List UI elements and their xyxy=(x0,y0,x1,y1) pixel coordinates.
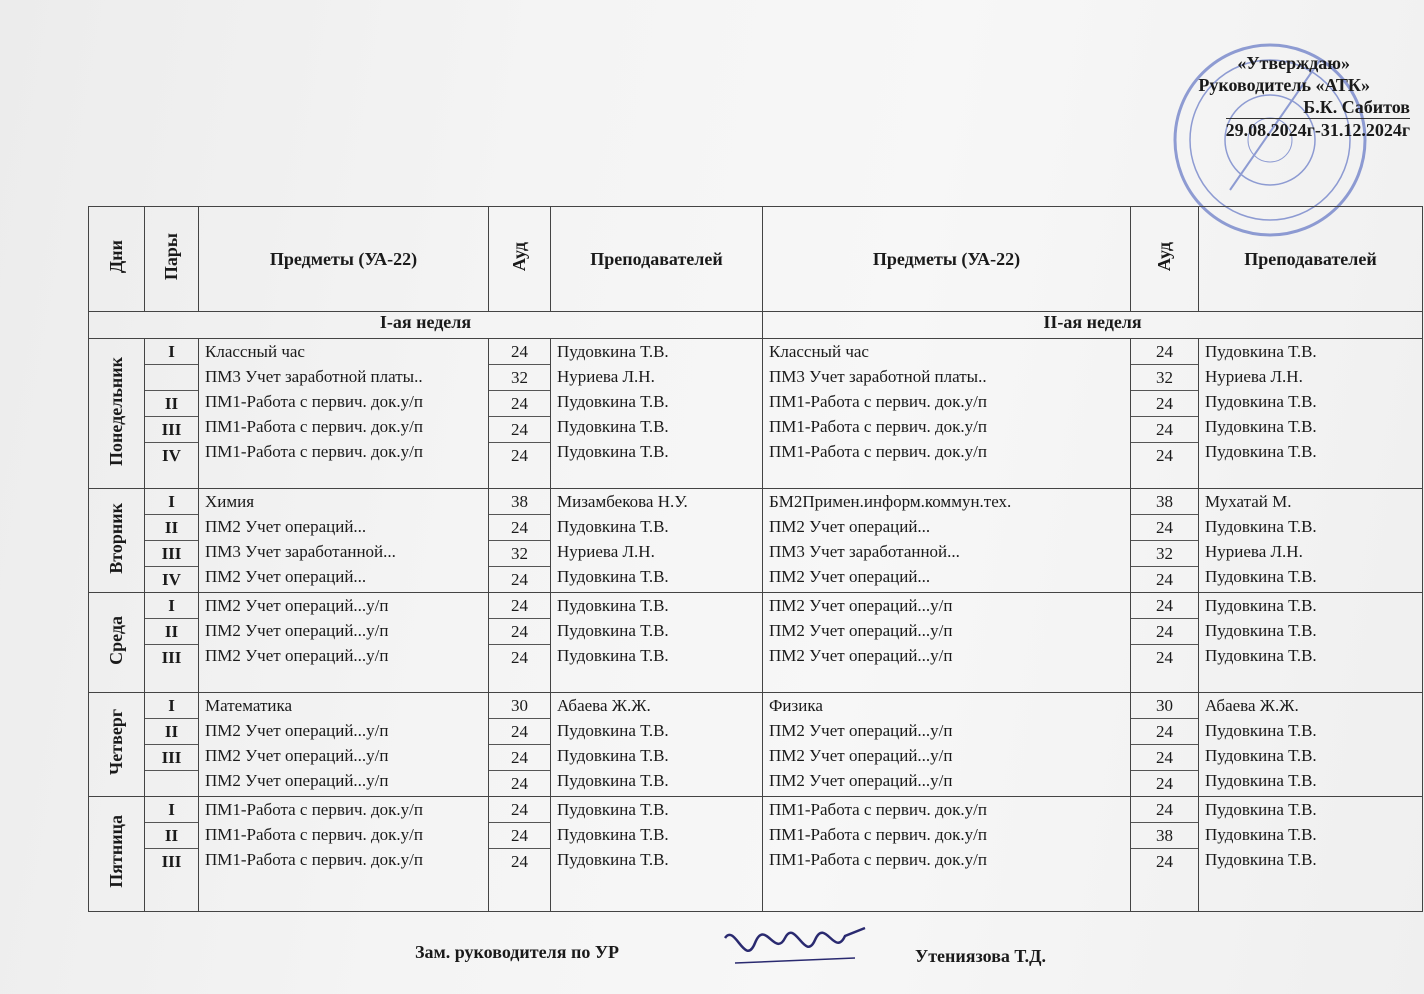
teacher: Нуриева Л.Н. xyxy=(557,542,655,561)
subject: ПМ2 Учет операций...у/п xyxy=(205,721,389,740)
subjects-cell-w1 xyxy=(199,797,489,912)
room-number: 24 xyxy=(489,797,550,823)
subject: ПМ1-Работа с первич. док.у/п xyxy=(205,392,424,411)
room-number: 32 xyxy=(1131,365,1198,391)
teacher: Пудовкина Т.В. xyxy=(1205,342,1317,361)
aud-cell-w1 xyxy=(489,593,551,693)
aud-cell-w1 xyxy=(489,797,551,912)
footer-position: Зам. руководителя по УР xyxy=(415,942,620,962)
subjects-cell-w2 xyxy=(763,339,1131,489)
approval-block xyxy=(1130,52,1410,141)
aud-cell-w1 xyxy=(489,339,551,489)
room-number: 24 xyxy=(1131,417,1198,443)
room-number: 24 xyxy=(489,417,550,443)
teacher: Мухатай М. xyxy=(1205,492,1292,511)
room-number: 24 xyxy=(489,339,550,365)
subject: ПМ1-Работа с первич. док.у/п xyxy=(205,825,424,844)
teacher: Пудовкина Т.В. xyxy=(557,517,669,536)
teacher: Абаева Ж.Ж. xyxy=(557,696,651,715)
subjects-cell-w1 xyxy=(199,693,489,797)
subject: ПМ1-Работа с первич. док.у/п xyxy=(205,442,424,461)
teacher: Пудовкина Т.В. xyxy=(1205,850,1317,869)
subject: ПМ3 Учет заработной платы.. xyxy=(769,367,987,386)
pair-number: II xyxy=(145,515,198,541)
subject: ПМ1-Работа с первич. док.у/п xyxy=(769,825,988,844)
subjects-cell-w1 xyxy=(199,489,489,593)
teacher: Пудовкина Т.В. xyxy=(1205,442,1317,461)
teacher: Пудовкина Т.В. xyxy=(557,392,669,411)
pair-number: IV xyxy=(162,570,181,589)
teacher: Пудовкина Т.В. xyxy=(557,746,669,765)
teacher: Пудовкина Т.В. xyxy=(557,621,669,640)
header-teachers-2: Преподавателей xyxy=(1199,207,1423,312)
week-2-label: II-ая неделя xyxy=(763,312,1423,339)
subject: ПМ3 Учет заработной платы.. xyxy=(205,367,423,386)
teacher: Пудовкина Т.В. xyxy=(1205,417,1317,436)
teachers-cell-w2 xyxy=(1199,339,1423,489)
pair-number: I xyxy=(145,339,198,365)
subject: ПМ3 Учет заработанной... xyxy=(205,542,396,561)
room-number: 24 xyxy=(511,774,528,793)
approval-title: «Утверждаю» xyxy=(1237,53,1350,73)
room-number: 24 xyxy=(489,823,550,849)
subject: Классный час xyxy=(205,342,305,361)
subject: ПМ1-Работа с первич. док.у/п xyxy=(769,800,988,819)
subject: ПМ2 Учет операций...у/п xyxy=(205,646,389,665)
pair-number: III xyxy=(145,745,198,771)
day-row xyxy=(89,693,1423,797)
room-number: 24 xyxy=(1156,774,1173,793)
pair-number: II xyxy=(145,823,198,849)
subject: ПМ1-Работа с первич. док.у/п xyxy=(205,850,424,869)
header-subjects-2: Предметы (УА-22) xyxy=(763,207,1131,312)
header-row xyxy=(89,207,1423,312)
aud-cell-w2 xyxy=(1131,339,1199,489)
day-name-cell: Среда xyxy=(89,593,145,693)
room-number: 38 xyxy=(489,489,550,515)
teachers-cell-w1 xyxy=(551,339,763,489)
teacher: Абаева Ж.Ж. xyxy=(1205,696,1299,715)
pair-number: I xyxy=(145,693,198,719)
teacher: Пудовкина Т.В. xyxy=(1205,646,1317,665)
day-name-cell: Вторник xyxy=(89,489,145,593)
footer xyxy=(0,942,1424,972)
subject: ПМ2 Учет операций...у/п xyxy=(205,771,389,790)
subject: ПМ1-Работа с первич. док.у/п xyxy=(769,417,988,436)
pair-number: I xyxy=(145,593,198,619)
subject: ПМ2 Учет операций...у/п xyxy=(769,746,953,765)
day-row xyxy=(89,339,1423,489)
header-aud-2: Ауд xyxy=(1131,207,1199,312)
week-1-label: I-ая неделя xyxy=(89,312,763,339)
day-row xyxy=(89,593,1423,693)
room-number: 24 xyxy=(489,593,550,619)
pairs-cell xyxy=(145,693,199,797)
teacher: Мизамбекова Н.У. xyxy=(557,492,688,511)
room-number: 32 xyxy=(489,365,550,391)
day-row xyxy=(89,797,1423,912)
week-row xyxy=(89,312,1423,339)
day-name-cell: Пятница xyxy=(89,797,145,912)
teacher: Пудовкина Т.В. xyxy=(557,771,669,790)
teacher: Пудовкина Т.В. xyxy=(1205,567,1317,586)
room-number: 32 xyxy=(489,541,550,567)
teacher: Пудовкина Т.В. xyxy=(1205,392,1317,411)
day-row xyxy=(89,489,1423,593)
pairs-cell xyxy=(145,797,199,912)
footer-name: Утениязова Т.Д. xyxy=(915,946,1047,966)
header-days: Дни xyxy=(89,207,145,312)
teacher: Пудовкина Т.В. xyxy=(557,442,669,461)
teacher: Пудовкина Т.В. xyxy=(557,567,669,586)
pairs-cell xyxy=(145,593,199,693)
pair-number: II xyxy=(145,619,198,645)
teacher: Пудовкина Т.В. xyxy=(557,646,669,665)
room-number: 24 xyxy=(1156,648,1173,667)
teachers-cell-w1 xyxy=(551,593,763,693)
subjects-cell-w1 xyxy=(199,339,489,489)
subject: ПМ2 Учет операций...у/п xyxy=(769,621,953,640)
teacher: Пудовкина Т.В. xyxy=(1205,596,1317,615)
room-number: 30 xyxy=(1131,693,1198,719)
pair-number: III xyxy=(145,541,198,567)
teacher: Нуриева Л.Н. xyxy=(557,367,655,386)
subjects-cell-w2 xyxy=(763,693,1131,797)
subject: ПМ2 Учет операций... xyxy=(769,567,931,586)
room-number: 24 xyxy=(1131,719,1198,745)
pairs-cell xyxy=(145,489,199,593)
room-number: 32 xyxy=(1131,541,1198,567)
room-number: 24 xyxy=(1131,515,1198,541)
subject: Физика xyxy=(769,696,823,715)
teachers-cell-w1 xyxy=(551,797,763,912)
pair-number: I xyxy=(145,489,198,515)
header-pairs: Пары xyxy=(145,207,199,312)
teacher: Пудовкина Т.В. xyxy=(557,850,669,869)
pair-number: III xyxy=(145,417,198,443)
aud-cell-w2 xyxy=(1131,693,1199,797)
room-number: 24 xyxy=(511,570,528,589)
teacher: Пудовкина Т.В. xyxy=(1205,517,1317,536)
subject: Химия xyxy=(205,492,255,511)
room-number: 38 xyxy=(1131,823,1198,849)
room-number: 24 xyxy=(1131,745,1198,771)
teacher: Пудовкина Т.В. xyxy=(557,596,669,615)
subject: ПМ2 Учет операций...у/п xyxy=(769,721,953,740)
room-number: 24 xyxy=(1156,446,1173,465)
aud-cell-w2 xyxy=(1131,489,1199,593)
subjects-cell-w2 xyxy=(763,593,1131,693)
teachers-cell-w2 xyxy=(1199,593,1423,693)
room-number: 24 xyxy=(511,446,528,465)
subject: ПМ2 Учет операций...у/п xyxy=(205,596,389,615)
room-number: 24 xyxy=(1156,852,1173,871)
subject: Математика xyxy=(205,696,293,715)
teachers-cell-w2 xyxy=(1199,797,1423,912)
room-number: 24 xyxy=(489,745,550,771)
subject: ПМ2 Учет операций...у/п xyxy=(205,746,389,765)
teacher: Пудовкина Т.В. xyxy=(557,825,669,844)
pair-number: III xyxy=(161,648,182,667)
pair-number: IV xyxy=(162,446,181,465)
approval-dates: 29.08.2024г-31.12.2024г xyxy=(1225,120,1410,140)
subjects-cell-w2 xyxy=(763,489,1131,593)
teacher: Пудовкина Т.В. xyxy=(557,721,669,740)
teacher: Пудовкина Т.В. xyxy=(557,342,669,361)
teacher: Пудовкина Т.В. xyxy=(1205,771,1317,790)
subject: ПМ2 Учет операций... xyxy=(205,517,367,536)
subject: ПМ1-Работа с первич. док.у/п xyxy=(769,850,988,869)
room-number: 24 xyxy=(1156,570,1173,589)
subject: ПМ2 Учет операций...у/п xyxy=(769,771,953,790)
room-number: 38 xyxy=(1131,489,1198,515)
subject: ПМ2 Учет операций... xyxy=(205,567,367,586)
room-number: 24 xyxy=(1131,391,1198,417)
subject: ПМ1-Работа с первич. док.у/п xyxy=(205,800,424,819)
header-subjects-1: Предметы (УА-22) xyxy=(199,207,489,312)
pair-number: II xyxy=(145,719,198,745)
room-number: 24 xyxy=(489,719,550,745)
room-number: 24 xyxy=(1131,797,1198,823)
room-number: 24 xyxy=(511,852,528,871)
aud-cell-w1 xyxy=(489,693,551,797)
day-name-cell: Понедельник xyxy=(89,339,145,489)
teachers-cell-w2 xyxy=(1199,693,1423,797)
subject: ПМ1-Работа с первич. док.у/п xyxy=(205,417,424,436)
room-number: 24 xyxy=(1131,619,1198,645)
pair-number: II xyxy=(145,391,198,417)
room-number: 24 xyxy=(489,391,550,417)
teacher: Пудовкина Т.В. xyxy=(1205,621,1317,640)
subject: ПМ2 Учет операций...у/п xyxy=(769,646,953,665)
subjects-cell-w1 xyxy=(199,593,489,693)
aud-cell-w2 xyxy=(1131,593,1199,693)
day-name-cell: Четверг xyxy=(89,693,145,797)
subject: ПМ1-Работа с первич. док.у/п xyxy=(769,392,988,411)
teachers-cell-w1 xyxy=(551,489,763,593)
room-number: 24 xyxy=(511,648,528,667)
subject: ПМ1-Работа с первич. док.у/п xyxy=(769,442,988,461)
approval-name: Б.К. Сабитов xyxy=(1303,97,1410,117)
teachers-cell-w2 xyxy=(1199,489,1423,593)
room-number: 24 xyxy=(1131,339,1198,365)
teacher: Нуриева Л.Н. xyxy=(1205,542,1303,561)
teacher: Нуриева Л.Н. xyxy=(1205,367,1303,386)
subject: ПМ2 Учет операций... xyxy=(769,517,931,536)
teacher: Пудовкина Т.В. xyxy=(1205,746,1317,765)
approval-role: Руководитель «АТК» xyxy=(1198,75,1370,95)
subjects-cell-w2 xyxy=(763,797,1131,912)
subject: ПМ2 Учет операций...у/п xyxy=(769,596,953,615)
teacher: Пудовкина Т.В. xyxy=(1205,825,1317,844)
room-number: 24 xyxy=(489,619,550,645)
room-number: 24 xyxy=(1131,593,1198,619)
teacher: Пудовкина Т.В. xyxy=(1205,800,1317,819)
teachers-cell-w1 xyxy=(551,693,763,797)
room-number: 24 xyxy=(489,515,550,541)
pair-number xyxy=(145,365,198,391)
subject: ПМ3 Учет заработанной... xyxy=(769,542,960,561)
header-aud-1: Ауд xyxy=(489,207,551,312)
aud-cell-w2 xyxy=(1131,797,1199,912)
header-teachers-1: Преподавателей xyxy=(551,207,763,312)
pair-number: III xyxy=(161,852,182,871)
schedule-table xyxy=(88,206,1423,912)
pair-number: I xyxy=(145,797,198,823)
pairs-cell xyxy=(145,339,199,489)
teacher: Пудовкина Т.В. xyxy=(557,417,669,436)
pair-number xyxy=(145,771,198,796)
teacher: Пудовкина Т.В. xyxy=(1205,721,1317,740)
subject: Классный час xyxy=(769,342,869,361)
teacher: Пудовкина Т.В. xyxy=(557,800,669,819)
room-number: 30 xyxy=(489,693,550,719)
subject: БМ2Примен.информ.коммун.тех. xyxy=(769,492,1012,511)
subject: ПМ2 Учет операций...у/п xyxy=(205,621,389,640)
aud-cell-w1 xyxy=(489,489,551,593)
